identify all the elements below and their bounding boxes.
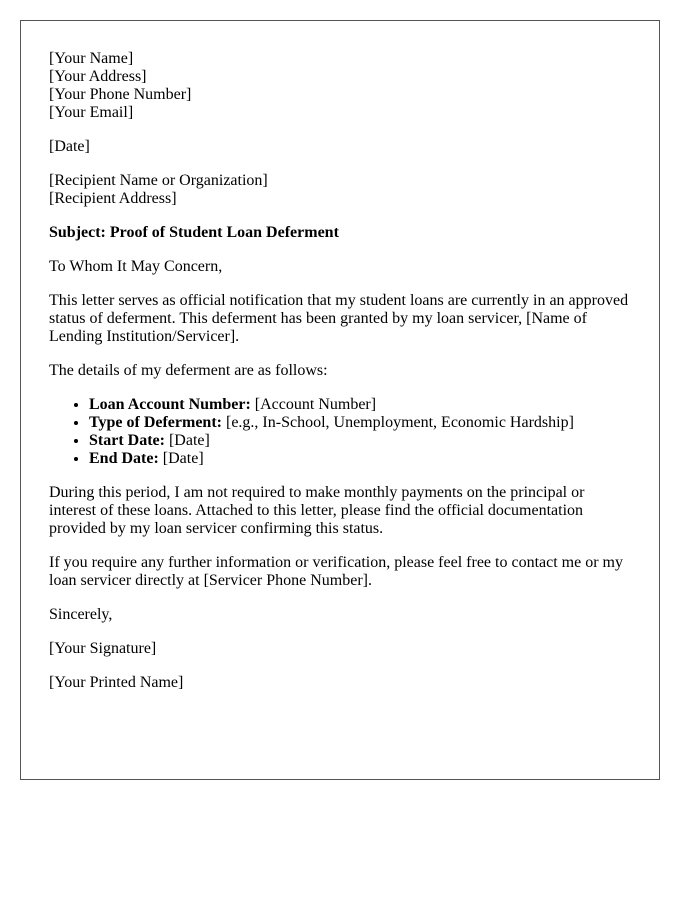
printed-name: [Your Printed Name]: [49, 674, 184, 691]
detail-label: Start Date:: [89, 432, 165, 449]
sender-phone: [Your Phone Number]: [49, 86, 192, 103]
detail-value: [Date]: [164, 432, 210, 449]
details-intro: The details of my deferment are as follows:: [49, 362, 328, 379]
salutation: To Whom It May Concern,: [49, 258, 223, 275]
closing: Sincerely,: [49, 606, 113, 623]
list-item-account-number: [89, 396, 631, 414]
detail-value: [Date]: [158, 450, 204, 467]
sender-name: [Your Name]: [49, 50, 134, 67]
detail-label: Loan Account Number:: [89, 396, 251, 413]
intro-paragraph: This letter serves as official notification that my student loans are currently in an approved status of deferment. This deferment has been granted by my loan servicer, [Name of Lending Institution/Servicer].: [49, 292, 629, 345]
deferment-details-list: [49, 396, 631, 468]
recipient-block: [49, 172, 631, 208]
contact-paragraph: If you require any further information or verification, please feel free to contact me or my loan servicer directly at [Servicer Phone Number].: [49, 554, 623, 589]
list-item-end-date: [89, 450, 631, 468]
detail-value: [e.g., In-School, Unemployment, Economic Hardship]: [221, 414, 574, 431]
detail-value: [Account Number]: [250, 396, 377, 413]
recipient-address: [Recipient Address]: [49, 190, 177, 207]
subject-line: Subject: Proof of Student Loan Deferment: [49, 224, 339, 241]
recipient-name: [Recipient Name or Organization]: [49, 172, 268, 189]
signature-placeholder: [Your Signature]: [49, 640, 157, 657]
date-line: [Date]: [49, 138, 90, 155]
period-paragraph: During this period, I am not required to make monthly payments on the principal or interest of these loans. Attached to this letter, please find the official documentation provided by my loan servicer confirming this status.: [49, 484, 585, 537]
list-item-start-date: [89, 432, 631, 450]
sender-address: [Your Address]: [49, 68, 147, 85]
letter-page: [20, 20, 660, 780]
list-item-deferment-type: [89, 414, 631, 432]
detail-label: End Date:: [89, 450, 159, 467]
detail-label: Type of Deferment:: [89, 414, 222, 431]
sender-block: [49, 50, 631, 122]
sender-email: [Your Email]: [49, 104, 134, 121]
